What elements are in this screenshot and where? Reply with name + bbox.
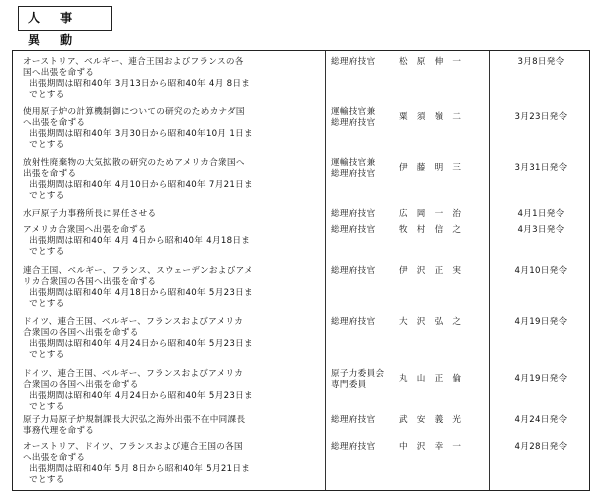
row-name: 大 沢 弘 之	[399, 317, 462, 327]
row-date: 4月3日発令	[517, 225, 565, 235]
column-divider	[325, 51, 326, 490]
row-name: 牧 村 信 之	[399, 225, 462, 235]
row-title: 総理府技官	[331, 57, 376, 67]
row-date: 4月28日発令	[514, 442, 568, 452]
row-date: 3月31日発令	[514, 163, 568, 173]
row-name: 中 沢 幸 一	[399, 442, 462, 452]
row-title: 原子力委員会 専門委員	[331, 369, 385, 390]
row-description: ドイツ、連合王国、ベルギー、フランスおよびアメリカ 合衆国の各国へ出張を命ずる 出張期間は昭和40年 4月24日から昭和40年 5月23日ま でとする	[23, 369, 253, 412]
row-date: 4月10日発令	[514, 266, 568, 276]
row-name: 粟 須 嶺 二	[399, 112, 462, 122]
row-description: 原子力局原子炉規制課長大沢弘之海外出張不在中同課長 事務代理を命ずる	[23, 415, 246, 436]
row-title: 総理府技官	[331, 266, 376, 276]
row-title: 総理府技官	[331, 225, 376, 235]
row-title: 総理府技官	[331, 317, 376, 327]
row-title: 総理府技官	[331, 415, 376, 425]
row-date: 4月24日発令	[514, 415, 568, 425]
row-date: 3月8日発令	[517, 57, 565, 67]
row-name: 広 岡 一 治	[399, 209, 462, 219]
row-description: ドイツ、連合王国、ベルギー、フランスおよびアメリカ 合衆国の各国へ出張を命ずる 出張期間は昭和40年 4月24日から昭和40年 5月23日ま でとする	[23, 317, 253, 360]
row-description: 水戸原子力事務所長に昇任させる	[23, 209, 157, 219]
row-title: 総理府技官	[331, 442, 376, 452]
row-name: 伊 藤 明 三	[399, 163, 462, 173]
row-name: 丸 山 正 倫	[399, 374, 462, 384]
row-description: オーストリア、ドイツ、フランスおよび連合王国の各国 へ出張を命ずる 出張期間は昭和40年 5月 8日から昭和40年 5月21日ま でとする	[23, 442, 251, 485]
row-title: 運輸技官兼 総理府技官	[331, 107, 376, 128]
row-title: 運輸技官兼 総理府技官	[331, 158, 376, 179]
row-name: 武 安 義 光	[399, 415, 462, 425]
row-description: 放射性廃棄物の大気拡散の研究のためアメリカ合衆国へ 出張を命ずる 出張期間は昭和40年 4月10日から昭和40年 7月21日ま でとする	[23, 158, 253, 201]
row-name: 伊 沢 正 実	[399, 266, 462, 276]
row-name: 松 原 伸 一	[399, 57, 462, 67]
row-description: 連合王国、ベルギー、フランス、スウェーデンおよびアメ リカ合衆国の各国へ出張を命ずる 出張期間は昭和40年 4月18日から昭和40年 5月23日ま でとする	[23, 266, 253, 309]
row-title: 総理府技官	[331, 209, 376, 219]
row-date: 4月19日発令	[514, 317, 568, 327]
row-description: アメリカ合衆国へ出張を命ずる 出張期間は昭和40年 4月 4日から昭和40年 4月18日ま でとする	[23, 225, 251, 257]
column-divider	[489, 51, 490, 490]
row-date: 4月1日発令	[517, 209, 565, 219]
row-date: 3月23日発令	[514, 112, 568, 122]
row-description: 使用原子炉の計算機制御についての研究のためカナダ国 へ出張を命ずる 出張期間は昭和40年 3月30日から昭和40年10月 1日ま でとする	[23, 107, 253, 150]
row-date: 4月19日発令	[514, 374, 568, 384]
section-heading: 人 事 異 動	[18, 6, 112, 31]
personnel-table	[12, 50, 590, 491]
row-description: オーストリア、ベルギー、連合王国およびフランスの各 国へ出張を命ずる 出張期間は昭和40年 3月13日から昭和40年 4月 8日ま でとする	[23, 57, 251, 100]
